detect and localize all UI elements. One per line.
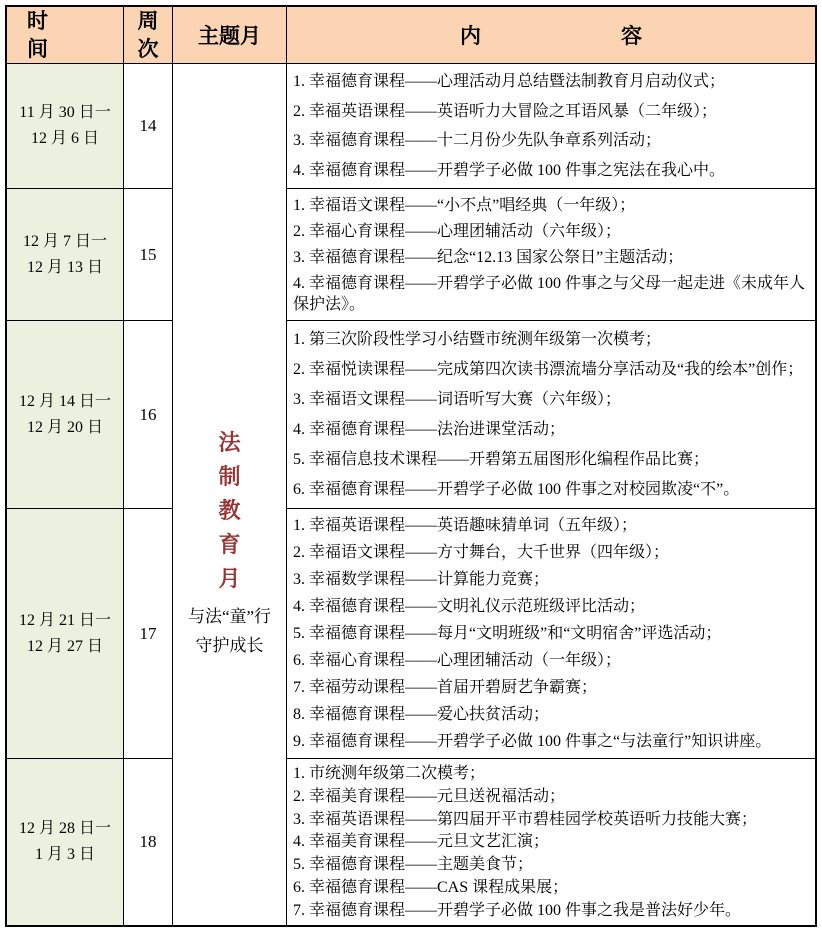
time-cell-week14 xyxy=(7,64,124,189)
content-item: 3. 幸福德育课程——纪念“12.13 国家公祭日”主题活动； xyxy=(293,248,684,266)
week-cell-17: 17 xyxy=(124,509,173,759)
content-cell-week15 xyxy=(287,189,815,321)
content-item: 4. 幸福美育课程——元旦文艺汇演； xyxy=(293,833,550,851)
content-item: 3. 幸福德育课程——十二月份少先队争章系列活动； xyxy=(293,132,662,150)
time-range-line: 12 月 14 日一 xyxy=(18,392,111,410)
content-cell-week14 xyxy=(287,64,815,189)
header-content-char: 容 xyxy=(621,24,642,48)
time-range-line: 12 月 7 日一 xyxy=(22,232,107,250)
content-item: 4. 幸福德育课程——文明礼仪示范班级评比活动； xyxy=(293,598,646,615)
theme-month-cell xyxy=(173,64,287,925)
content-cell-week18 xyxy=(287,759,815,925)
content-item: 8. 幸福德育课程——爱心扶贫活动； xyxy=(293,706,550,723)
time-cell-week17 xyxy=(7,509,124,759)
content-item: 4. 幸福德育课程——开碧学子必做 100 件事之与父母一起走进《未成年人保护法》。 xyxy=(293,274,806,313)
content-item: 4. 幸福德育课程——开碧学子必做 100 件事之宪法在我心中。 xyxy=(293,161,726,179)
theme-title-char: 月 xyxy=(218,565,241,591)
content-item: 4. 幸福德育课程——法治进课堂活动； xyxy=(293,421,566,439)
header-week-char: 周 xyxy=(137,9,159,33)
time-cell-week16 xyxy=(7,321,124,509)
content-item: 6. 幸福德育课程——开碧学子必做 100 件事之对校园欺凌“不”。 xyxy=(293,481,740,499)
header-content-char: 内 xyxy=(460,24,481,48)
schedule-table xyxy=(5,5,817,927)
content-item: 5. 幸福德育课程——每月“文明班级”和“文明宿舍”评选活动； xyxy=(293,625,722,642)
header-time xyxy=(7,7,124,64)
time-range-line: 12 月 6 日 xyxy=(30,130,99,147)
content-cell-week17 xyxy=(287,509,815,759)
content-item: 6. 幸福德育课程——CAS 课程成果展； xyxy=(293,879,569,897)
time-cell-week18 xyxy=(7,759,124,925)
time-range-line: 12 月 20 日 xyxy=(26,418,103,436)
content-item: 3. 幸福英语课程——第四届开平市碧桂园学校英语听力技能大赛； xyxy=(293,810,758,828)
content-cell-week16 xyxy=(287,321,815,509)
content-item: 1. 幸福英语课程——英语趣味猜单词（五年级）； xyxy=(293,517,638,534)
content-item: 3. 幸福数学课程——计算能力竞赛； xyxy=(293,571,550,588)
content-item: 2. 幸福英语课程——英语听力大冒险之耳语风暴（二年级）； xyxy=(293,102,718,120)
content-item: 2. 幸福悦读课程——完成第四次读书漂流墙分享活动及“我的绘本”创作； xyxy=(293,360,804,378)
content-item: 2. 幸福心育课程——心理团辅活动（六年级）； xyxy=(293,222,622,240)
week-cell-18: 18 xyxy=(124,759,173,925)
theme-title-char: 制 xyxy=(218,463,241,489)
content-item: 2. 幸福语文课程——方寸舞台，大千世界（四年级）； xyxy=(293,544,670,561)
week-cell-14: 14 xyxy=(124,64,173,189)
theme-title-char: 法 xyxy=(218,429,241,455)
header-week-char: 次 xyxy=(137,37,159,61)
time-range-line: 1 月 3 日 xyxy=(34,846,95,863)
header-content xyxy=(287,7,815,64)
content-item: 7. 幸福德育课程——开碧学子必做 100 件事之我是普法好少年。 xyxy=(293,901,742,919)
week-cell-16: 16 xyxy=(124,321,173,509)
content-item: 9. 幸福德育课程——开碧学子必做 100 件事之“与法童行”知识讲座。 xyxy=(293,733,772,750)
content-item: 3. 幸福语文课程——词语听写大赛（六年级）； xyxy=(293,390,622,408)
time-range-line: 12 月 21 日一 xyxy=(18,611,111,629)
header-theme-label: 主题月 xyxy=(198,24,261,48)
content-item: 5. 幸福信息技术课程——开碧第五届图形化编程作品比赛； xyxy=(293,451,710,469)
theme-title-char: 教 xyxy=(218,497,241,523)
content-item: 2. 幸福美育课程——元旦送祝福活动； xyxy=(293,787,566,805)
header-time-char: 间 xyxy=(27,37,48,61)
time-range-line: 11 月 30 日一 xyxy=(19,104,111,121)
content-item: 6. 幸福心育课程——心理团辅活动（一年级）； xyxy=(293,652,622,669)
header-theme-month xyxy=(173,7,287,64)
content-item: 1. 幸福德育课程——心理活动月总结暨法制教育月启动仪式； xyxy=(293,73,726,91)
content-item: 5. 幸福德育课程——主题美食节； xyxy=(293,856,534,874)
content-item: 1. 市统测年级第二次模考； xyxy=(293,764,486,782)
theme-subtitle-line: 与法“童”行 xyxy=(187,606,272,626)
content-item: 1. 第三次阶段性学习小结暨市统测年级第一次模考； xyxy=(293,330,662,348)
theme-title-char: 育 xyxy=(218,531,241,557)
time-range-line: 12 月 28 日一 xyxy=(18,820,111,837)
time-range-line: 12 月 27 日 xyxy=(26,637,103,655)
content-item: 7. 幸福劳动课程——首届开碧厨艺争霸赛； xyxy=(293,679,598,696)
content-item: 1. 幸福语文课程——“小不点”唱经典（一年级）； xyxy=(293,196,636,214)
header-time-char: 时 xyxy=(27,9,48,33)
time-cell-week15 xyxy=(7,189,124,321)
theme-subtitle-line: 守护成长 xyxy=(195,635,264,655)
time-range-line: 12 月 13 日 xyxy=(26,258,103,276)
header-week xyxy=(124,7,173,64)
week-cell-15: 15 xyxy=(124,189,173,321)
